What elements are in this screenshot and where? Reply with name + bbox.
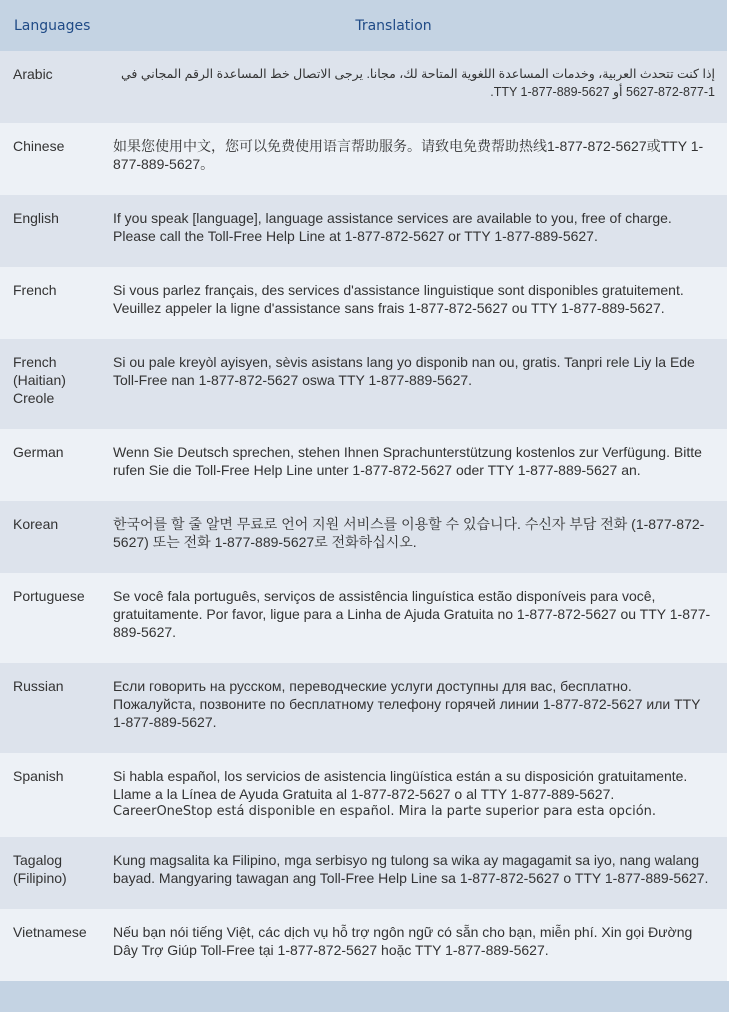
table-row-german: [0, 429, 727, 501]
translation-text: Nếu bạn nói tiếng Việt, các dịch vụ hỗ trợ ngôn ngữ có sẵn cho bạn, miễn phí. Xin gọi Đường Dây Trợ Giúp Toll-Free tại 1-877-872-5627 hoặc TTY 1-877-889-5627.: [100, 909, 727, 981]
translation-text: Si ou pale kreyòl ayisyen, sèvis asistans lang yo disponib nan ou, gratis. Tanpri rele Liy la Ede Toll-Free nan 1-877-872-5627 oswa TTY 1-877-889-5627.: [100, 339, 727, 429]
language-name: Arabic: [0, 51, 100, 123]
translation-text: [100, 51, 727, 123]
table-header-row: [0, 0, 727, 51]
translation-text: Kung magsalita ka Filipino, mga serbisyo ng tulong sa wika ay magagamit sa iyo, nang walang bayad. Mangyaring tawagan ang Toll-Free Help Line sa 1-877-872-5627 o TTY 1-877-889-5627.: [100, 837, 727, 909]
table-row-chinese: [0, 123, 727, 195]
table-row-french: [0, 267, 727, 339]
table-row-haitian-creole: [0, 339, 727, 429]
translation-text: 한국어를 할 줄 알면 무료로 언어 지원 서비스를 이용할 수 있습니다. 수신자 부담 전화 (1-877-872-5627) 또는 전화 1-877-889-5627로 전화하십시오.: [100, 501, 727, 573]
table-footer-bar: [0, 981, 729, 1012]
translation-text: Если говорить на русском, переводческие услуги доступны для вас, бесплатно. Пожалуйста, позвоните по бесплатному телефону горячей линии 1-877-872-5627 или TTY 1-877-889-5627.: [100, 663, 727, 753]
translation-text: 如果您使用中文，您可以免费使用语言帮助服务。请致电免费帮助热线1-877-872-5627或TTY 1-877-889-5627。: [100, 123, 727, 195]
table-row-arabic: [0, 51, 727, 123]
table-row-portuguese: [0, 573, 727, 663]
table-row-vietnamese: [0, 909, 727, 981]
spanish-site-note: CareerOneStop está disponible en español. Mira la parte superior para esta opción.: [113, 804, 657, 819]
table-row-russian: [0, 663, 727, 753]
translation-text: Se você fala português, serviços de assistência linguística estão disponíveis para você, gratuitamente. Por favor, ligue para a Linha de Ajuda Gratuita no 1-877-872-5627 ou TTY 1-877-889-5627.: [100, 573, 727, 663]
languages-column-header: Languages: [0, 0, 100, 51]
arabic-translation-text: إذا كنت تتحدث العربية، وخدمات المساعدة اللغوية المتاحة لك، مجانا. يرجى الاتصال خط المساعدة الرقم المجاني في 1-877-872-5627 أو TTY 1-877-889-5627.: [121, 67, 715, 99]
table-row-spanish: [0, 753, 727, 837]
table-row-tagalog: [0, 837, 727, 909]
language-name: Portuguese: [0, 573, 100, 663]
table-row-korean: [0, 501, 727, 573]
language-name: Spanish: [0, 753, 100, 837]
language-name: French (Haitian) Creole: [0, 339, 100, 429]
translation-text: [100, 753, 727, 837]
translation-text: Si vous parlez français, des services d'assistance linguistique sont disponibles gratuitement. Veuillez appeler la ligne d'assistance sans frais 1-877-872-5627 ou TTY 1-877-889-5627.: [100, 267, 727, 339]
translation-text: Wenn Sie Deutsch sprechen, stehen Ihnen Sprachunterstützung kostenlos zur Verfügung. Bitte rufen Sie die Toll-Free Help Line unter 1-877-872-5627 oder TTY 1-877-889-5627 an.: [100, 429, 727, 501]
language-name: Chinese: [0, 123, 100, 195]
translation-column-header: Translation: [100, 0, 727, 51]
language-name: English: [0, 195, 100, 267]
language-name: German: [0, 429, 100, 501]
language-name: Tagalog (Filipino): [0, 837, 100, 909]
language-name: Russian: [0, 663, 100, 753]
language-name: French: [0, 267, 100, 339]
translation-text: If you speak [language], language assistance services are available to you, free of charge. Please call the Toll-Free Help Line at 1-877-872-5627 or TTY 1-877-889-5627.: [100, 195, 727, 267]
spanish-translation-text: Si habla español, los servicios de asistencia lingüística están a su disposición gratuitamente. Llame a la Línea de Ayuda Gratuita al 1-877-872-5627 o al TTY 1-877-889-5627.: [113, 768, 688, 802]
table-row-english: [0, 195, 727, 267]
language-name: Vietnamese: [0, 909, 100, 981]
language-name: Korean: [0, 501, 100, 573]
